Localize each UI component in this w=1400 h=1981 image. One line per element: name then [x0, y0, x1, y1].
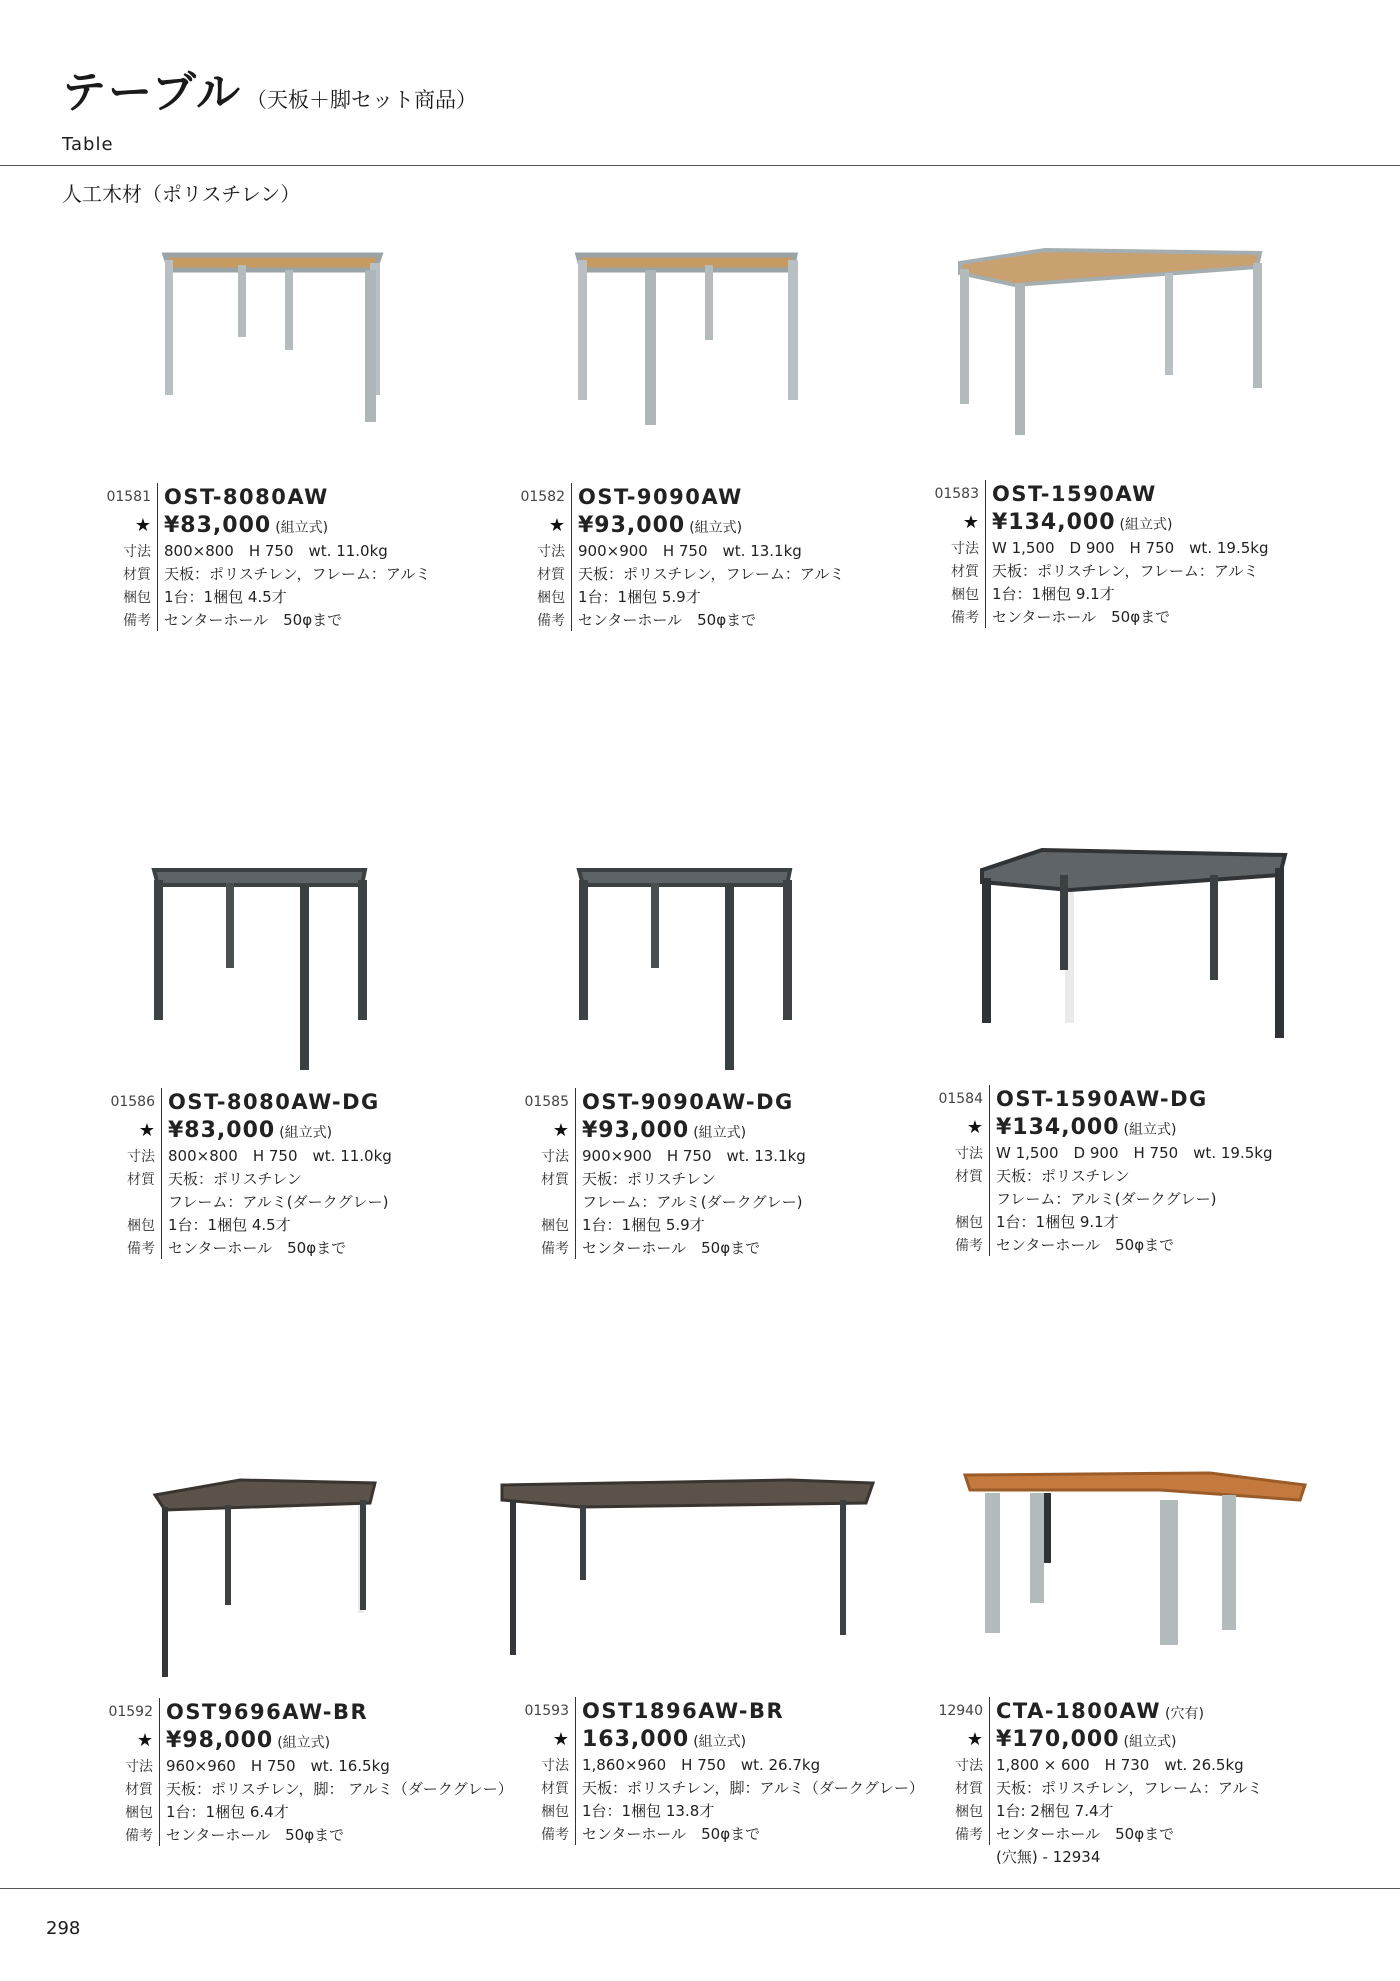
label-size: 寸法 — [102, 1754, 160, 1777]
label-package: 梱包 — [104, 1213, 162, 1236]
label-note: 備考 — [932, 1233, 990, 1256]
label-package: 梱包 — [102, 1800, 160, 1823]
product-photo-ost-8080aw-dg — [140, 845, 530, 1105]
product-material: 天板：ポリスチレン — [996, 1167, 1130, 1185]
label-material: 材質 — [928, 559, 986, 582]
label-package: 梱包 — [928, 582, 986, 605]
label-note: 備考 — [932, 1822, 990, 1845]
label-package: 梱包 — [518, 1213, 576, 1236]
product-info — [518, 1697, 938, 1845]
product-material: 天板：ポリスチレン，フレーム：アルミ — [578, 565, 845, 583]
product-info — [514, 483, 934, 631]
label-size: 寸法 — [932, 1141, 990, 1164]
price-note: (組立式) — [1123, 1733, 1177, 1750]
label-size: 寸法 — [514, 539, 572, 562]
product-price: ¥83,000 — [168, 1117, 276, 1143]
product-price: 163,000 — [582, 1726, 690, 1752]
star-icon: ★ — [102, 1726, 160, 1754]
label-material: 材質 — [514, 562, 572, 585]
item-number: 01583 — [928, 480, 986, 508]
price-note: (組立式) — [693, 1124, 747, 1141]
label-size: 寸法 — [518, 1144, 576, 1167]
product-info — [932, 1085, 1352, 1256]
item-number: 01582 — [514, 483, 572, 511]
star-icon: ★ — [100, 511, 158, 539]
label-package: 梱包 — [932, 1210, 990, 1233]
product-info — [104, 1088, 524, 1259]
price-note: (組立式) — [275, 519, 329, 536]
product-code: CTA-1800AW — [996, 1699, 1161, 1723]
product-note: センターホール 50φまで — [578, 611, 757, 629]
label-note: 備考 — [928, 605, 986, 628]
label-material: 材質 — [932, 1776, 990, 1799]
footer-divider — [0, 1888, 1400, 1889]
price-note: (組立式) — [1119, 516, 1173, 533]
item-number: 01586 — [104, 1088, 162, 1116]
product-code: OST-8080AW — [164, 485, 329, 509]
product-note: センターホール 50φまで — [992, 608, 1171, 626]
label-note: 備考 — [104, 1236, 162, 1259]
label-spacer — [104, 1190, 162, 1213]
product-size: 1,860×960 H 750 wt. 26.7kg — [582, 1756, 821, 1774]
product-size: 800×800 H 750 wt. 11.0kg — [164, 542, 388, 560]
product-code: OST-9090AW — [578, 485, 743, 509]
product-photo-ost-1590aw-dg — [970, 830, 1360, 1090]
product-photo-ost-9090aw — [560, 225, 950, 485]
title-english: Table — [62, 134, 114, 155]
product-price: ¥170,000 — [996, 1726, 1120, 1752]
label-package: 梱包 — [514, 585, 572, 608]
product-package: 1台：1梱包 5.9才 — [578, 588, 701, 606]
label-material: 材質 — [518, 1776, 576, 1799]
star-icon: ★ — [104, 1116, 162, 1144]
label-size: 寸法 — [932, 1753, 990, 1776]
code-note: (穴有) — [1165, 1706, 1204, 1722]
label-size: 寸法 — [104, 1144, 162, 1167]
price-note: (組立式) — [279, 1124, 333, 1141]
product-note: センターホール 50φまで — [996, 1825, 1175, 1843]
label-note: 備考 — [514, 608, 572, 631]
star-icon: ★ — [928, 508, 986, 536]
header-divider — [0, 165, 1400, 166]
star-icon: ★ — [518, 1725, 576, 1753]
product-price: ¥93,000 — [578, 512, 686, 538]
product-package: 1台：1梱包 13.8才 — [582, 1802, 715, 1820]
label-package: 梱包 — [100, 585, 158, 608]
product-info — [102, 1698, 522, 1846]
label-package: 梱包 — [518, 1799, 576, 1822]
label-material: 材質 — [104, 1167, 162, 1190]
product-material: 天板：ポリスチレン，フレーム：アルミ — [992, 562, 1259, 580]
product-price: ¥134,000 — [996, 1114, 1120, 1140]
label-spacer — [932, 1187, 990, 1210]
product-photo-ost-8080aw — [140, 225, 530, 485]
product-note-line2: (穴無) - 12934 — [996, 1848, 1101, 1866]
product-photo-ost-1590aw — [955, 225, 1345, 485]
product-code: OST-1590AW — [992, 482, 1157, 506]
page-number: 298 — [46, 1918, 81, 1939]
label-size: 寸法 — [100, 539, 158, 562]
title-main: テーブル — [62, 67, 243, 118]
product-material-line2: フレーム：アルミ(ダークグレー) — [582, 1193, 803, 1211]
label-material: 材質 — [100, 562, 158, 585]
page-title — [62, 56, 477, 120]
product-material: 天板：ポリスチレン，脚： アルミ（ダークグレー） — [166, 1780, 513, 1798]
product-material: 天板：ポリスチレン — [582, 1170, 716, 1188]
label-note: 備考 — [102, 1823, 160, 1846]
product-code: OST-1590AW-DG — [996, 1087, 1208, 1111]
product-package: 1台：1梱包 9.1才 — [996, 1213, 1119, 1231]
product-info — [518, 1088, 938, 1259]
label-package: 梱包 — [932, 1799, 990, 1822]
product-photo-ost-9090aw-dg — [565, 845, 955, 1105]
product-package: 1台：1梱包 9.1才 — [992, 585, 1115, 603]
product-info — [928, 480, 1348, 628]
star-icon: ★ — [932, 1113, 990, 1141]
label-note: 備考 — [518, 1236, 576, 1259]
label-size: 寸法 — [928, 536, 986, 559]
product-size: 900×900 H 750 wt. 13.1kg — [582, 1147, 806, 1165]
product-size: W 1,500 D 900 H 750 wt. 19.5kg — [992, 539, 1269, 557]
product-price: ¥93,000 — [582, 1117, 690, 1143]
item-number: 01592 — [102, 1698, 160, 1726]
product-note: センターホール 50φまで — [996, 1236, 1175, 1254]
label-note: 備考 — [100, 608, 158, 631]
product-size: 800×800 H 750 wt. 11.0kg — [168, 1147, 392, 1165]
product-size: 900×900 H 750 wt. 13.1kg — [578, 542, 802, 560]
item-number: 01585 — [518, 1088, 576, 1116]
label-note: 備考 — [518, 1822, 576, 1845]
product-material: 天板：ポリスチレン — [168, 1170, 302, 1188]
product-package: 1台：1梱包 6.4才 — [166, 1803, 289, 1821]
title-subtitle: （天板＋脚セット商品） — [246, 88, 478, 112]
star-icon: ★ — [518, 1116, 576, 1144]
item-number: 12940 — [932, 1697, 990, 1725]
product-note: センターホール 50φまで — [582, 1239, 761, 1257]
product-code: OST-8080AW-DG — [168, 1090, 380, 1114]
product-material: 天板：ポリスチレン，脚：アルミ（ダークグレー） — [582, 1779, 924, 1797]
product-note: センターホール 50φまで — [166, 1826, 345, 1844]
product-photo-ost1896aw-br — [500, 1465, 890, 1725]
product-material-line2: フレーム：アルミ(ダークグレー) — [168, 1193, 389, 1211]
section-material-heading: 人工木材（ポリスチレン） — [62, 182, 301, 206]
price-note: (組立式) — [693, 1733, 747, 1750]
label-material: 材質 — [102, 1777, 160, 1800]
product-note: センターホール 50φまで — [582, 1825, 761, 1843]
product-material: 天板：ポリスチレン，フレーム：アルミ — [164, 565, 431, 583]
product-code: OST9696AW-BR — [166, 1700, 369, 1724]
product-code: OST-9090AW-DG — [582, 1090, 794, 1114]
label-size: 寸法 — [518, 1753, 576, 1776]
label-spacer — [932, 1845, 990, 1868]
product-package: 1台：1梱包 5.9才 — [582, 1216, 705, 1234]
star-icon: ★ — [932, 1725, 990, 1753]
item-number: 01593 — [518, 1697, 576, 1725]
product-info — [932, 1697, 1352, 1868]
product-price: ¥98,000 — [166, 1727, 274, 1753]
price-note: (組立式) — [1123, 1121, 1177, 1138]
product-material-line2: フレーム：アルミ(ダークグレー) — [996, 1190, 1217, 1208]
product-photo-cta-1800aw — [960, 1465, 1350, 1725]
product-price: ¥134,000 — [992, 509, 1116, 535]
product-note: センターホール 50φまで — [168, 1239, 347, 1257]
star-icon: ★ — [514, 511, 572, 539]
product-photo-ost9696aw-br — [140, 1465, 530, 1725]
product-package: 1台：1梱包 4.5才 — [168, 1216, 291, 1234]
item-number: 01581 — [100, 483, 158, 511]
product-package: 1台: 2梱包 7.4才 — [996, 1802, 1114, 1820]
product-info — [100, 483, 520, 631]
product-price: ¥83,000 — [164, 512, 272, 538]
label-spacer — [518, 1190, 576, 1213]
product-size: W 1,500 D 900 H 750 wt. 19.5kg — [996, 1144, 1273, 1162]
product-note: センターホール 50φまで — [164, 611, 343, 629]
product-material: 天板：ポリスチレン，フレーム：アルミ — [996, 1779, 1263, 1797]
product-size: 960×960 H 750 wt. 16.5kg — [166, 1757, 390, 1775]
price-note: (組立式) — [277, 1734, 331, 1751]
product-size: 1,800 × 600 H 730 wt. 26.5kg — [996, 1756, 1244, 1774]
item-number: 01584 — [932, 1085, 990, 1113]
product-code: OST1896AW-BR — [582, 1699, 785, 1723]
price-note: (組立式) — [689, 519, 743, 536]
label-material: 材質 — [518, 1167, 576, 1190]
label-material: 材質 — [932, 1164, 990, 1187]
product-package: 1台：1梱包 4.5才 — [164, 588, 287, 606]
